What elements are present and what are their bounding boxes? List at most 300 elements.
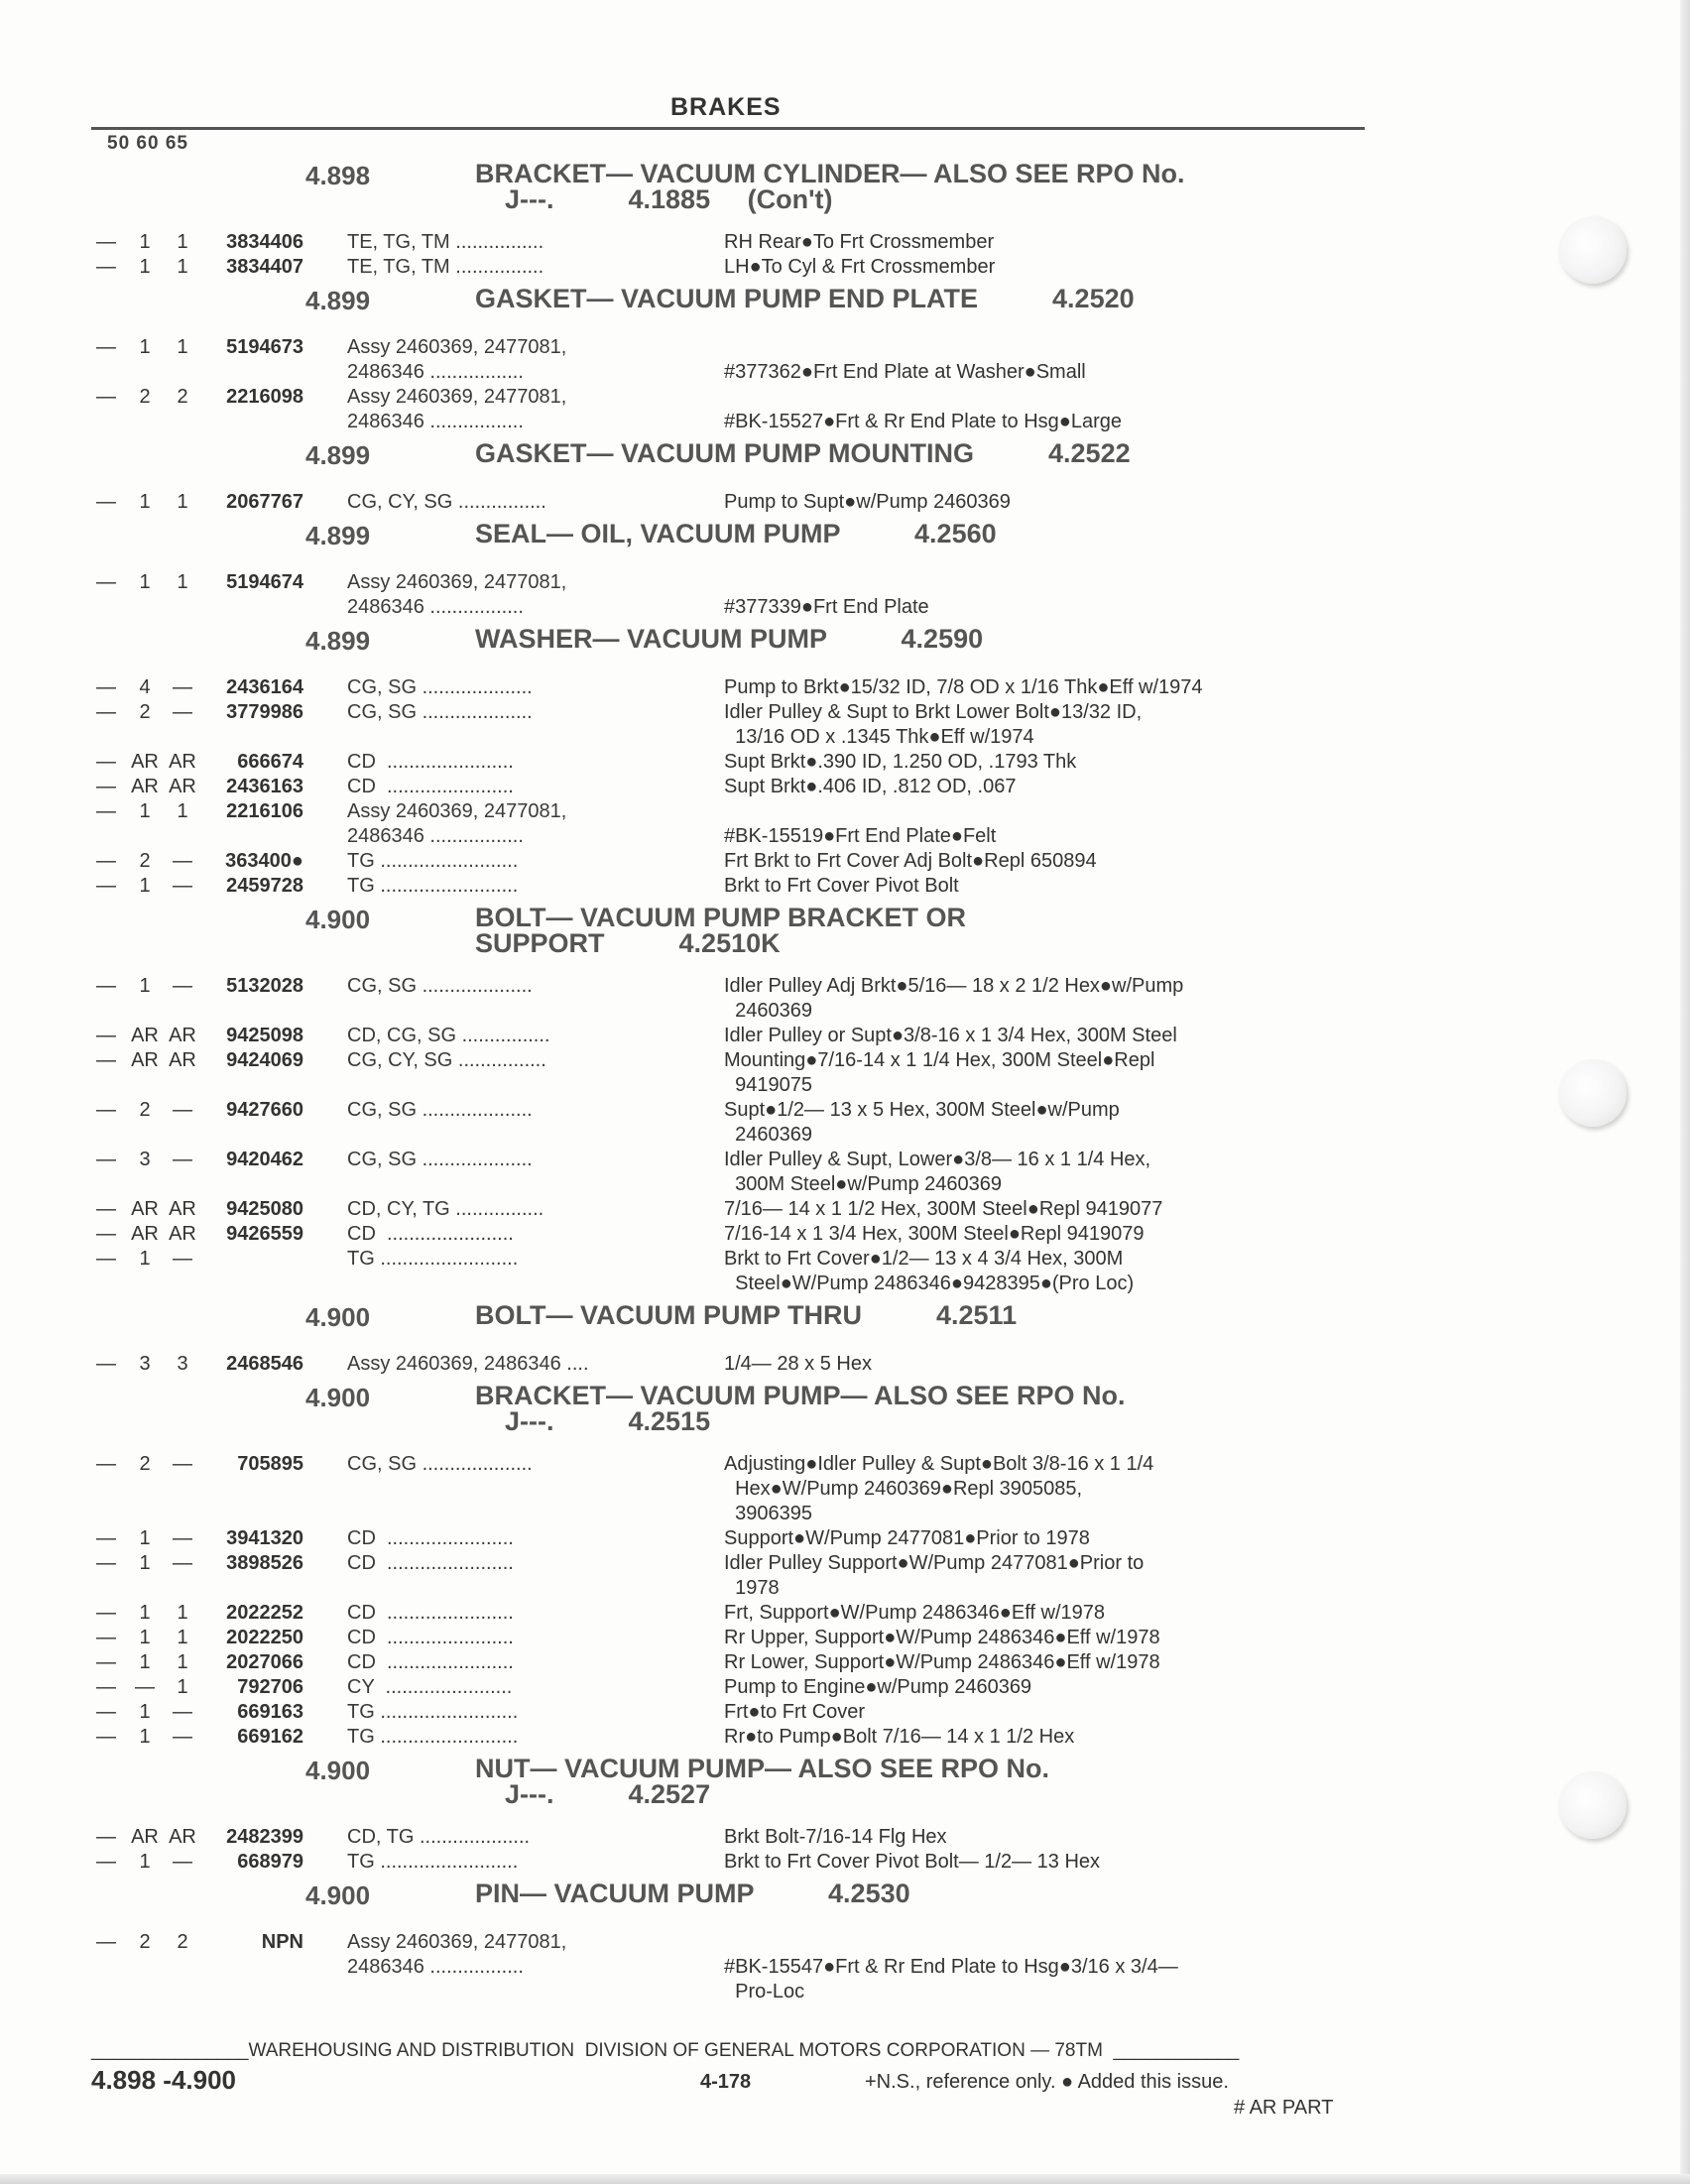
- section-number: 4.900: [305, 1383, 371, 1412]
- qty-col-1: [91, 1955, 121, 1980]
- part-number: 2027066: [226, 1651, 303, 1673]
- qty-col-1: [91, 1477, 121, 1502]
- section-heading: [91, 159, 1371, 230]
- application: 2486346 .................: [347, 1956, 524, 1978]
- part-row: [91, 1955, 1371, 1980]
- qty-col-3: AR: [169, 751, 196, 773]
- part-description: Adjusting●Idler Pulley & Supt●Bolt 3/8-16 x 1 1/4: [724, 1453, 1154, 1475]
- qty-col-1: —: [96, 571, 116, 593]
- application: TG .........................: [347, 1701, 519, 1723]
- qty-col-1: —: [96, 491, 116, 513]
- application: CD .......................: [347, 1552, 514, 1574]
- part-description: [719, 335, 1309, 360]
- section-description: NUT— VACUUM PUMP— ALSO SEE RPO No. J---. 4.2527: [475, 1754, 1050, 1809]
- binder-hole-top: [1559, 216, 1627, 284]
- qty-col-1: —: [96, 1851, 116, 1873]
- qty-col-1: —: [96, 1198, 116, 1220]
- application: CG, CY, SG ................: [347, 491, 546, 513]
- part-number: 9425098: [226, 1025, 303, 1046]
- part-description: 7/16-14 x 1 3/4 Hex, 300M Steel●Repl 9419079: [724, 1223, 1145, 1245]
- qty-col-1: —: [96, 1099, 116, 1121]
- qty-col-1: —: [96, 975, 116, 997]
- qty-col-1: —: [96, 1627, 116, 1648]
- qty-col-3: [169, 725, 196, 750]
- application: CG, SG ....................: [347, 975, 533, 997]
- qty-col-1: —: [96, 1676, 116, 1698]
- part-description: #BK-15527●Frt & Rr End Plate to Hsg●Large: [724, 411, 1123, 432]
- part-row: [91, 1526, 1371, 1551]
- qty-col-2: [121, 725, 169, 750]
- qty-col-1: —: [96, 1931, 116, 1953]
- part-number: NPN: [261, 1931, 303, 1953]
- application: CD, CY, TG ................: [347, 1198, 544, 1220]
- qty-col-2: 1: [139, 1701, 151, 1723]
- section-heading: [91, 624, 1371, 675]
- part-number: [196, 1272, 303, 1296]
- qty-col-2: AR: [131, 1198, 159, 1220]
- part-row: [91, 874, 1371, 899]
- qty-col-2: [121, 824, 169, 849]
- part-row: [91, 1172, 1371, 1197]
- qty-col-1: —: [96, 1248, 116, 1270]
- qty-col-2: [121, 1477, 169, 1502]
- part-number: 2216106: [226, 800, 303, 822]
- qty-col-3: —: [173, 1099, 192, 1121]
- part-number: 3834406: [226, 231, 303, 253]
- part-description: #BK-15519●Frt End Plate●Felt: [724, 825, 997, 847]
- part-number: [196, 1247, 303, 1272]
- part-row: [91, 725, 1371, 750]
- qty-col-3: —: [173, 1149, 192, 1170]
- part-description: Pump to Supt●w/Pump 2460369: [724, 491, 1011, 513]
- year-columns-header: 50 60 65: [107, 133, 188, 154]
- qty-col-2: 1: [139, 336, 151, 358]
- part-row: [91, 1197, 1371, 1222]
- section-description: BRACKET— VACUUM PUMP— ALSO SEE RPO No. J---. 4.2515: [475, 1381, 1126, 1436]
- part-row: [91, 775, 1371, 799]
- qty-col-3: 1: [177, 336, 188, 358]
- qty-col-3: AR: [169, 776, 196, 797]
- qty-col-3: [169, 1576, 196, 1601]
- qty-col-1: [91, 1272, 121, 1296]
- qty-col-1: —: [96, 800, 116, 822]
- section-number: 4.900: [305, 905, 371, 934]
- qty-col-2: 1: [139, 975, 151, 997]
- section-description: SEAL— OIL, VACUUM PUMP 4.2560: [475, 519, 997, 548]
- part-row: [91, 360, 1371, 385]
- qty-col-2: AR: [131, 776, 159, 797]
- qty-col-3: 1: [177, 491, 188, 513]
- qty-col-1: [91, 410, 121, 434]
- header-rule: [91, 127, 1365, 130]
- footer-page-number: 4-178: [700, 2071, 752, 2093]
- section-heading: [91, 284, 1371, 335]
- part-number: 5194674: [226, 571, 303, 593]
- part-description: 1978: [724, 1577, 780, 1599]
- qty-col-2: 1: [139, 1651, 151, 1673]
- qty-col-3: —: [173, 1726, 192, 1748]
- application: CG, SG ....................: [347, 1453, 533, 1475]
- part-number: 2067767: [226, 491, 303, 513]
- qty-col-3: [169, 1123, 196, 1148]
- section-description: GASKET— VACUUM PUMP MOUNTING 4.2522: [475, 438, 1131, 468]
- qty-col-2: AR: [131, 1826, 159, 1848]
- qty-col-2: 1: [139, 1527, 151, 1549]
- part-number: 9427660: [226, 1099, 303, 1121]
- application: Assy 2460369, 2477081,: [347, 1931, 567, 1953]
- qty-col-3: 2: [177, 1931, 188, 1953]
- qty-col-2: 2: [139, 1931, 151, 1953]
- application: 2486346 .................: [347, 411, 524, 432]
- application: CD .......................: [347, 1602, 514, 1624]
- qty-col-2: [121, 1123, 169, 1148]
- qty-col-3: —: [173, 875, 192, 897]
- qty-col-1: [91, 360, 121, 385]
- qty-col-3: 3: [177, 1353, 188, 1375]
- part-description: Frt, Support●W/Pump 2486346●Eff w/1978: [724, 1602, 1105, 1624]
- part-number: 792706: [237, 1676, 303, 1698]
- qty-col-1: —: [96, 875, 116, 897]
- qty-col-1: —: [96, 1701, 116, 1723]
- application: [303, 1172, 719, 1197]
- qty-col-1: —: [96, 676, 116, 698]
- part-description: [719, 570, 1309, 595]
- qty-col-2: 1: [139, 800, 151, 822]
- part-number: 669162: [237, 1726, 303, 1748]
- qty-col-3: AR: [169, 1826, 196, 1848]
- part-row: [91, 1930, 1371, 1955]
- section-number: 4.900: [305, 1302, 371, 1332]
- qty-col-2: 2: [139, 1453, 151, 1475]
- application: CY .......................: [347, 1676, 513, 1698]
- qty-col-3: [169, 360, 196, 385]
- qty-col-1: —: [96, 1552, 116, 1574]
- part-row: [91, 1850, 1371, 1875]
- part-description: Frt●to Frt Cover: [724, 1701, 866, 1723]
- section-heading: [91, 1754, 1371, 1825]
- binder-hole-bottom: [1559, 1771, 1627, 1839]
- qty-col-1: —: [96, 1602, 116, 1624]
- qty-col-3: 1: [177, 1627, 188, 1648]
- section-number: 4.899: [305, 521, 371, 550]
- part-description: #BK-15547●Frt & Rr End Plate to Hsg●3/16 x 3/4—: [724, 1956, 1178, 1978]
- part-row: [91, 255, 1371, 280]
- qty-col-2: 4: [139, 676, 151, 698]
- qty-col-2: 1: [139, 1602, 151, 1624]
- part-description: Supt Brkt●.390 ID, 1.250 OD, .1793 Thk: [724, 751, 1077, 773]
- application: CD .......................: [347, 1627, 514, 1648]
- qty-col-2: 3: [139, 1353, 151, 1375]
- application: CD .......................: [347, 751, 514, 773]
- qty-col-1: [91, 595, 121, 620]
- qty-col-3: [169, 824, 196, 849]
- section-number: 4.900: [305, 1881, 371, 1910]
- section-description: PIN— VACUUM PUMP 4.2530: [475, 1879, 910, 1908]
- part-row: [91, 1098, 1371, 1123]
- qty-col-3: 1: [177, 1602, 188, 1624]
- qty-col-2: 1: [139, 1726, 151, 1748]
- qty-col-1: [91, 999, 121, 1024]
- qty-col-2: 1: [139, 256, 151, 278]
- qty-col-3: AR: [169, 1049, 196, 1071]
- application: Assy 2460369, 2477081,: [347, 386, 567, 408]
- part-number: [196, 1980, 303, 2004]
- part-row: [91, 410, 1371, 434]
- qty-col-3: [169, 410, 196, 434]
- qty-col-2: [121, 1272, 169, 1296]
- qty-col-3: —: [173, 1527, 192, 1549]
- page-edge-bottom: [0, 2174, 1690, 2184]
- application: 2486346 .................: [347, 825, 524, 847]
- qty-col-2: AR: [131, 1049, 159, 1071]
- part-number: [196, 1955, 303, 1980]
- part-row: [91, 700, 1371, 725]
- qty-col-3: 2: [177, 386, 188, 408]
- part-description: #377339●Frt End Plate: [724, 596, 929, 618]
- part-number: 666674: [237, 751, 303, 773]
- application: CG, SG ....................: [347, 1099, 533, 1121]
- footer-page-range: 4.898 -4.900: [91, 2065, 237, 2095]
- section-number: 4.898: [305, 161, 371, 190]
- part-number: 2436163: [226, 776, 303, 797]
- section-number: 4.899: [305, 626, 371, 656]
- qty-col-1: [91, 1172, 121, 1197]
- application: TG .........................: [347, 850, 519, 872]
- qty-col-2: 1: [139, 1248, 151, 1270]
- part-description: Mounting●7/16-14 x 1 1/4 Hex, 300M Steel●Repl: [724, 1049, 1155, 1071]
- application: 2486346 .................: [347, 596, 524, 618]
- part-row: [91, 1502, 1371, 1526]
- application: CG, SG ....................: [347, 676, 533, 698]
- section-number: 4.900: [305, 1756, 371, 1785]
- section-heading: [91, 438, 1371, 490]
- application: [303, 725, 719, 750]
- qty-col-3: —: [173, 701, 192, 723]
- application: [303, 1980, 719, 2004]
- qty-col-3: 1: [177, 231, 188, 253]
- part-number: 2022252: [226, 1602, 303, 1624]
- qty-col-1: [91, 824, 121, 849]
- qty-col-2: [121, 1576, 169, 1601]
- part-number: [196, 360, 303, 385]
- part-row: [91, 1477, 1371, 1502]
- part-number: 9424069: [226, 1049, 303, 1071]
- part-description: Supt●1/2— 13 x 5 Hex, 300M Steel●w/Pump: [724, 1099, 1120, 1121]
- application: TG .........................: [347, 875, 519, 897]
- qty-col-2: [121, 1073, 169, 1098]
- part-number: [196, 1576, 303, 1601]
- part-row: [91, 824, 1371, 849]
- part-description: Frt Brkt to Frt Cover Adj Bolt●Repl 650894: [724, 850, 1097, 872]
- qty-col-1: —: [96, 256, 116, 278]
- part-row: [91, 750, 1371, 775]
- application: 2486346 .................: [347, 361, 524, 383]
- footer-legend-ar: # AR PART: [1234, 2097, 1334, 2119]
- part-description: Steel●W/Pump 2486346●9428395●(Pro Loc): [724, 1273, 1135, 1294]
- part-description: 2460369: [724, 1124, 812, 1146]
- part-row: [91, 1675, 1371, 1700]
- qty-col-1: —: [96, 1025, 116, 1046]
- part-row: [91, 1650, 1371, 1675]
- part-description: Pump to Brkt●15/32 ID, 7/8 OD x 1/16 Thk●Eff w/1974: [724, 676, 1203, 698]
- section-description: WASHER— VACUUM PUMP 4.2590: [475, 624, 984, 654]
- application: Assy 2460369, 2477081,: [347, 800, 567, 822]
- section-heading: [91, 519, 1371, 570]
- qty-col-1: [91, 1980, 121, 2004]
- part-description: Hex●W/Pump 2460369●Repl 3905085,: [724, 1478, 1083, 1500]
- part-description: 3906395: [724, 1503, 812, 1524]
- application: CG, CY, SG ................: [347, 1049, 546, 1071]
- part-number: 2459728: [226, 875, 303, 897]
- qty-col-2: AR: [131, 751, 159, 773]
- part-description: Pump to Engine●w/Pump 2460369: [724, 1676, 1032, 1698]
- qty-col-2: [121, 595, 169, 620]
- part-description: Rr●to Pump●Bolt 7/16— 14 x 1 1/2 Hex: [724, 1726, 1075, 1748]
- qty-col-3: AR: [169, 1025, 196, 1046]
- binder-hole-middle: [1559, 1059, 1627, 1127]
- part-row: [91, 1576, 1371, 1601]
- part-number: 5132028: [226, 975, 303, 997]
- qty-col-1: —: [96, 751, 116, 773]
- part-description: Idler Pulley or Supt●3/8-16 x 1 3/4 Hex, 300M Steel: [724, 1025, 1177, 1046]
- qty-col-1: —: [96, 1049, 116, 1071]
- qty-col-1: —: [96, 850, 116, 872]
- part-number: 3941320: [226, 1527, 303, 1549]
- application: Assy 2460369, 2477081,: [347, 336, 567, 358]
- part-description: #377362●Frt End Plate at Washer●Small: [724, 361, 1086, 383]
- part-description: 1/4— 28 x 5 Hex: [724, 1353, 872, 1375]
- part-description: LH●To Cyl & Frt Crossmember: [724, 256, 996, 278]
- application: TG .........................: [347, 1851, 519, 1873]
- qty-col-3: [169, 595, 196, 620]
- application: [303, 1477, 719, 1502]
- application: CD .......................: [347, 1223, 514, 1245]
- qty-col-1: [91, 1073, 121, 1098]
- part-row: [91, 1352, 1371, 1377]
- application: CD, TG ....................: [347, 1826, 531, 1848]
- part-row: [91, 675, 1371, 700]
- part-description: Rr Lower, Support●W/Pump 2486346●Eff w/1978: [724, 1651, 1160, 1673]
- part-description: Idler Pulley & Supt to Brkt Lower Bolt●13/32 ID,: [724, 701, 1143, 723]
- qty-col-2: 1: [139, 231, 151, 253]
- part-number: 3834407: [226, 256, 303, 278]
- qty-col-1: —: [96, 701, 116, 723]
- footer-legend-ns: +N.S., reference only. ● Added this issue.: [865, 2071, 1229, 2093]
- part-description: Idler Pulley Support●W/Pump 2477081●Prior to: [724, 1552, 1145, 1574]
- qty-col-2: 3: [139, 1149, 151, 1170]
- qty-col-2: 2: [139, 850, 151, 872]
- qty-col-2: 1: [139, 571, 151, 593]
- qty-col-1: —: [96, 776, 116, 797]
- part-row: [91, 570, 1371, 595]
- qty-col-1: —: [96, 1651, 116, 1673]
- part-row: [91, 1073, 1371, 1098]
- parts-list: [91, 159, 1371, 2008]
- part-description: 9419075: [724, 1074, 812, 1096]
- qty-col-3: —: [173, 676, 192, 698]
- part-row: [91, 799, 1371, 824]
- qty-col-3: 1: [177, 1651, 188, 1673]
- qty-col-3: [169, 1272, 196, 1296]
- qty-col-3: —: [173, 1701, 192, 1723]
- part-row: [91, 1123, 1371, 1148]
- qty-col-1: —: [96, 1726, 116, 1748]
- part-row: [91, 1825, 1371, 1850]
- qty-col-1: [91, 1576, 121, 1601]
- part-row: [91, 999, 1371, 1024]
- qty-col-3: [169, 1502, 196, 1526]
- qty-col-2: [121, 1955, 169, 1980]
- part-number: 2482399: [226, 1826, 303, 1848]
- part-description: 2460369: [724, 1000, 812, 1022]
- part-number: 9426559: [226, 1223, 303, 1245]
- application: [303, 1576, 719, 1601]
- qty-col-1: [91, 1502, 121, 1526]
- part-number: [196, 999, 303, 1024]
- part-row: [91, 1222, 1371, 1247]
- part-row: [91, 974, 1371, 999]
- qty-col-1: —: [96, 1826, 116, 1848]
- part-row: [91, 1626, 1371, 1650]
- qty-col-2: [121, 410, 169, 434]
- qty-col-1: —: [96, 1149, 116, 1170]
- part-number: 9425080: [226, 1198, 303, 1220]
- part-row: [91, 1048, 1371, 1073]
- application: Assy 2460369, 2477081,: [347, 571, 567, 593]
- qty-col-2: [121, 360, 169, 385]
- section-heading: [91, 1879, 1371, 1930]
- qty-col-2: 1: [139, 1627, 151, 1648]
- qty-col-3: —: [173, 975, 192, 997]
- qty-col-2: 1: [139, 875, 151, 897]
- part-number: 2468546: [226, 1353, 303, 1375]
- application: CD .......................: [347, 1527, 514, 1549]
- qty-col-3: —: [173, 1453, 192, 1475]
- application: TE, TG, TM ................: [347, 256, 544, 278]
- part-row: [91, 1601, 1371, 1626]
- part-number: 2436164: [226, 676, 303, 698]
- part-row: [91, 1980, 1371, 2004]
- part-description: 7/16— 14 x 1 1/2 Hex, 300M Steel●Repl 9419077: [724, 1198, 1163, 1220]
- part-number: [196, 1477, 303, 1502]
- application: [303, 1272, 719, 1296]
- qty-col-3: 1: [177, 800, 188, 822]
- section-number: 4.899: [305, 440, 371, 470]
- footer-division: _______________WAREHOUSING AND DISTRIBUTION DIVISION OF GENERAL MOTORS CORPORATION — 78TM ____________: [91, 2040, 1240, 2061]
- application: [303, 1073, 719, 1098]
- qty-col-2: 2: [139, 386, 151, 408]
- qty-col-2: 2: [139, 1099, 151, 1121]
- qty-col-2: 1: [139, 1851, 151, 1873]
- application: CD, CG, SG ................: [347, 1025, 550, 1046]
- qty-col-3: [169, 999, 196, 1024]
- application: [303, 999, 719, 1024]
- qty-col-3: 1: [177, 256, 188, 278]
- part-description: Brkt to Frt Cover●1/2— 13 x 4 3/4 Hex, 300M: [724, 1248, 1124, 1270]
- part-number: [196, 410, 303, 434]
- part-description: Idler Pulley & Supt, Lower●3/8— 16 x 1 1/4 Hex,: [724, 1149, 1151, 1170]
- part-description: [719, 799, 1309, 824]
- part-number: 669163: [237, 1701, 303, 1723]
- part-number: 363400●: [225, 850, 303, 872]
- qty-col-2: —: [135, 1676, 155, 1698]
- qty-col-3: [169, 1073, 196, 1098]
- part-row: [91, 1452, 1371, 1477]
- qty-col-1: —: [96, 336, 116, 358]
- part-number: 2216098: [226, 386, 303, 408]
- qty-col-1: —: [96, 1223, 116, 1245]
- qty-col-2: 1: [139, 491, 151, 513]
